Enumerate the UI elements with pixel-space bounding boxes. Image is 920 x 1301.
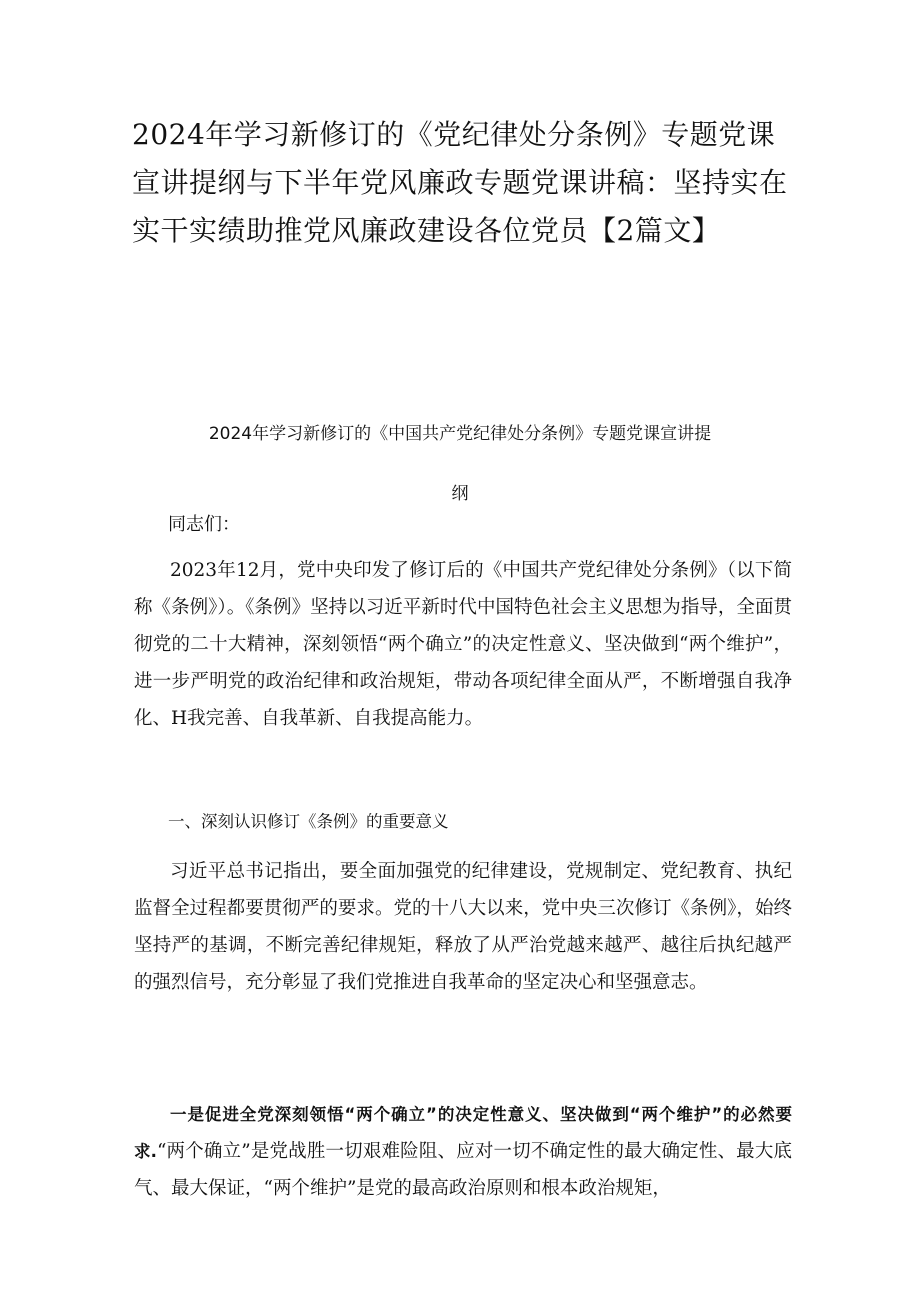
- section-title: [160, 404, 760, 524]
- paragraph-1: 2023年12月，党中央印发了修订后的《中国共产党纪律处分条例》（以下简称《条例》）。《条例》坚持以习近平新时代中国特色社会主义思想为指导，全面贯彻党的二十大精神，深刻领悟“两个确立”的决定性意义、坚决做到“两个维护”，进一步严明党的政治纪律和政治规矩，带动各项纪律全面从严，不断增强自我净化、H我完善、自我革新、自我提高能力。: [134, 560, 792, 729]
- section-title-line1: 2024年学习新修订的《中国共产党纪律处分条例》专题党课宣讲提: [208, 424, 712, 444]
- paragraph-2: 习近平总书记指出，要全面加强党的纪律建设，党规制定、党纪教育、执纪监督全过程都要贯彻严的要求。党的十八大以来，党中央三次修订《条例》，始终坚持严的基调，不断完善纪律规矩，释放了从严治党越来越严、越往后执纪越严的强烈信号，充分彰显了我们党推进自我革命的坚定决心和坚强意志。: [134, 861, 792, 993]
- paragraph-3-rest: “两个确立”是党战胜一切艰难险阻、应对一切不确定性的最大确定性、最大底气、最大保证，“两个维护”是党的最高政治原则和根本政治规矩，: [134, 1141, 792, 1199]
- document-title: 2024年学习新修订的《党纪律处分条例》专题党课宣讲提纲与下半年党风廉政专题党课讲稿：坚持实在实干实绩助推党风廉政建设各位党员【2篇文】: [132, 118, 788, 247]
- paragraph-3: [134, 1096, 792, 1207]
- section-title-line2: 纲: [451, 484, 469, 504]
- greeting: 同志们：: [168, 514, 240, 535]
- heading-1: 一、深刻认识修订《条例》的重要意义: [168, 812, 449, 831]
- paragraph-3-lead: 一是促进全党深刻领悟“两个确立”的决定性意义、坚决做到“两个维护”的必然要求.: [134, 1105, 792, 1161]
